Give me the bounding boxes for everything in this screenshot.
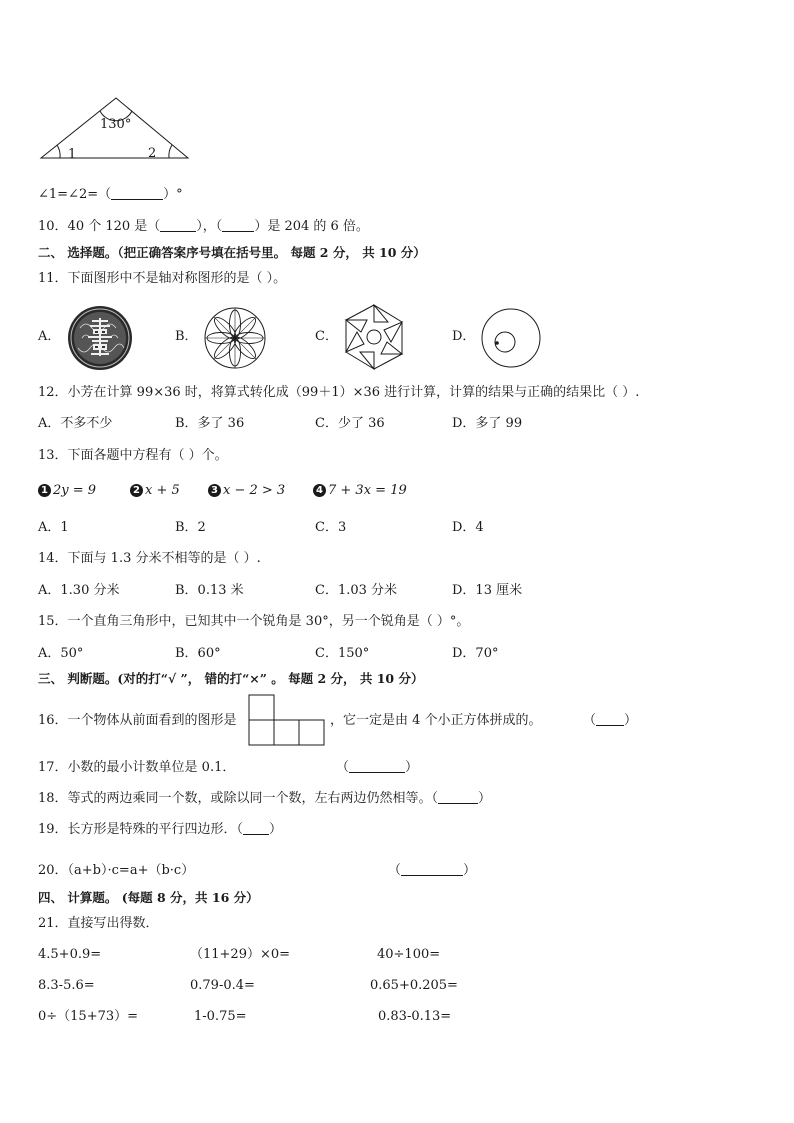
q11-option-a[interactable]: A． (38, 329, 61, 344)
calc-r1-c2: （11+29）×0= (190, 947, 291, 962)
q13-expr-1: 2y = 9 (53, 483, 97, 498)
section-3-heading: 三、 判断题。(对的打“√ ”， 错的打“×” 。 每题 2 分， 共 10 分） (38, 671, 424, 686)
q14-option-c[interactable]: C．1.03 分米 (315, 583, 398, 598)
q17-paren-close: ） (405, 760, 419, 775)
calc-r2-c1: 8.3-5.6= (38, 978, 95, 993)
question-17: 17．小数的最小计数单位是 0.1． (38, 760, 236, 775)
front-view-squares-figure (248, 694, 328, 746)
q15-option-d[interactable]: D．70° (452, 646, 499, 661)
q20-blank[interactable] (401, 863, 463, 876)
q13-item-2 (130, 483, 180, 499)
question-16-suffix: ，它一定是由 4 个小正方体拼成的。 (330, 713, 542, 728)
circled-number-1: 1 (38, 484, 51, 497)
question-18 (38, 791, 491, 807)
calc-r3-c2: 1-0.75= (194, 1009, 247, 1024)
question-13: 13．下面各题中方程有（ ）个。 (38, 448, 228, 463)
hexagon-pinwheel-icon (339, 302, 409, 372)
question-21: 21．直接写出得数． (38, 916, 159, 931)
q10-part1: 10．40 个 120 是（ (38, 219, 161, 234)
q20-answer-paren (388, 863, 476, 879)
calc-r2-c3: 0.65+0.205= (370, 978, 458, 993)
calc-r1-c1: 4.5+0.9= (38, 947, 102, 962)
q16-blank[interactable] (596, 713, 624, 726)
q16-paren-close: ） (624, 713, 638, 728)
q10-blank-1[interactable] (160, 219, 196, 232)
q10-blank-2[interactable] (222, 219, 254, 232)
section-4-heading: 四、 计算题。 (每题 8 分，共 16 分） (38, 890, 259, 905)
q15-option-a[interactable]: A．50° (38, 646, 84, 661)
calc-r1-c3: 40÷100= (377, 947, 441, 962)
q12-option-c[interactable]: C．少了 36 (315, 416, 385, 431)
circled-number-3: 3 (208, 484, 221, 497)
q19-blank[interactable] (243, 822, 269, 835)
q13-option-c[interactable]: C．3 (315, 520, 347, 535)
q15-option-b[interactable]: B．60° (175, 646, 221, 661)
q13-expr-3: x − 2 > 3 (223, 483, 286, 498)
circled-number-2: 2 (130, 484, 143, 497)
q17-blank[interactable] (349, 760, 405, 773)
q14-option-b[interactable]: B．0.13 米 (175, 583, 244, 598)
q11-option-d[interactable]: D． (452, 329, 476, 344)
question-11: 11．下面图形中不是轴对称图形的是（ ）。 (38, 271, 287, 286)
q13-option-b[interactable]: B．2 (175, 520, 206, 535)
q13-expr-4: 7 + 3x = 19 (328, 483, 407, 498)
question-16-prefix: 16．一个物体从前面看到的图形是 (38, 713, 237, 728)
question-15: 15．一个直角三角形中，已知其中一个锐角是 30°，另一个锐角是（ ）°。 (38, 614, 470, 629)
q13-expr-2: x + 5 (145, 483, 180, 498)
question-10 (38, 219, 369, 235)
q19-paren-close: ） (269, 822, 283, 837)
q15-option-c[interactable]: C．150° (315, 646, 370, 661)
q13-item-4 (313, 483, 407, 499)
q9-blank[interactable] (111, 187, 163, 200)
angle-2-label: 2 (148, 146, 157, 161)
angle-top-label: 130° (100, 117, 132, 132)
q12-option-b[interactable]: B．多了 36 (175, 416, 245, 431)
q13-item-1 (38, 483, 96, 499)
calc-r2-c2: 0.79-0.4= (190, 978, 255, 993)
question-20: 20．（a+b）·c=a+（b·c） (38, 863, 195, 878)
q9-answer-line (38, 187, 183, 203)
q13-option-a[interactable]: A．1 (38, 520, 69, 535)
q13-option-d[interactable]: D．4 (452, 520, 484, 535)
q11-option-c[interactable]: C． (315, 329, 338, 344)
q10-part2: ），（ (196, 219, 223, 234)
calc-r3-c1: 0÷（15+73）= (38, 1009, 139, 1024)
angle-1-label: 1 (68, 147, 77, 162)
question-19 (38, 822, 282, 838)
q17-paren-open: （ (336, 760, 350, 775)
q10-part3: ）是 204 的 6 倍。 (254, 219, 369, 234)
q14-option-d[interactable]: D．13 厘米 (452, 583, 523, 598)
circle-with-dot-icon (480, 307, 542, 369)
q18-text: 18．等式的两边乘同一个数，或除以同一个数，左右两边仍然相等。（ (38, 791, 439, 806)
q20-paren-close: ） (463, 863, 477, 878)
eight-petal-flower-icon (203, 306, 267, 370)
q18-blank[interactable] (438, 791, 478, 804)
double-happiness-emblem-icon (66, 304, 134, 372)
q9-prefix: ∠1=∠2=（ (38, 187, 112, 202)
calc-r3-c3: 0.83-0.13= (378, 1009, 452, 1024)
q20-paren-open: （ (388, 863, 402, 878)
q12-option-d[interactable]: D．多了 99 (452, 416, 523, 431)
q9-suffix: ）° (163, 187, 183, 202)
question-12: 12．小芳在计算 99×36 时，将算式转化成（99＋1）×36 进行计算，计算的结果与正确的结果比（ ）. (38, 385, 640, 400)
q11-option-b[interactable]: B． (175, 329, 198, 344)
section-2-heading: 二、 选择题。（把正确答案序号填在括号里。 每题 2 分， 共 10 分） (38, 245, 426, 260)
q16-paren-open: （ (583, 713, 597, 728)
q14-option-a[interactable]: A．1.30 分米 (38, 583, 120, 598)
circled-number-4: 4 (313, 484, 326, 497)
q19-text: 19．长方形是特殊的平行四边形．（ (38, 822, 244, 837)
q13-item-3 (208, 483, 285, 499)
question-14: 14．下面与 1.3 分米不相等的是（ ）. (38, 551, 261, 566)
q12-option-a[interactable]: A．不多不少 (38, 416, 113, 431)
q18-paren-close: ） (478, 791, 492, 806)
q17-answer-paren (336, 760, 418, 776)
q16-answer-paren (583, 713, 637, 729)
